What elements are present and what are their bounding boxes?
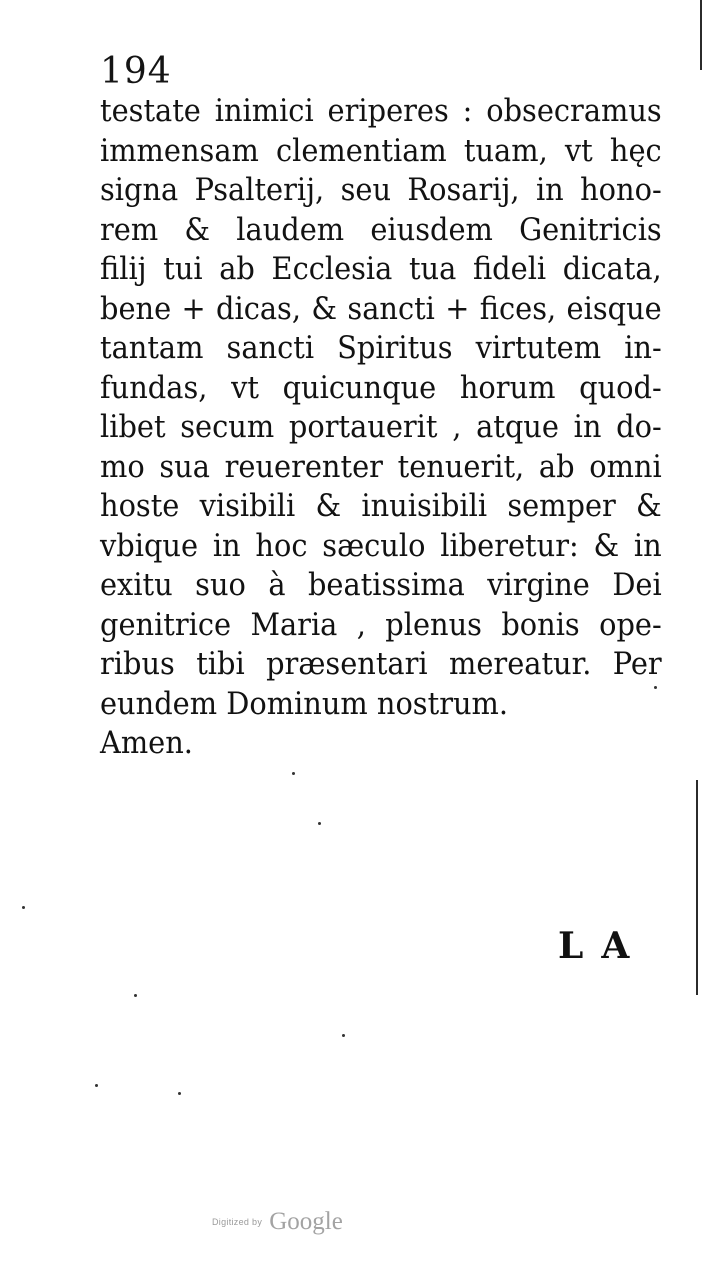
text-line: rem & laudem eiusdem Genitricis bbox=[100, 211, 662, 248]
text-line: tantam sancti Spiritus virtutem in- bbox=[100, 330, 662, 366]
ink-speck bbox=[134, 994, 137, 997]
ink-speck bbox=[178, 1092, 181, 1095]
text-line: bene + dicas, & sancti + fices, eisque bbox=[100, 290, 662, 327]
page-edge-mark-top bbox=[700, 0, 702, 70]
text-line: immensam clementiam tuam, vt hęc bbox=[100, 132, 662, 169]
ink-speck bbox=[95, 1084, 98, 1087]
text-line: hoste visibili & inuisibili semper & bbox=[100, 488, 662, 524]
text-line: fundas, vt quicunque horum quod- bbox=[100, 369, 662, 406]
ink-speck bbox=[318, 822, 321, 825]
digitized-by-label: Digitized by bbox=[212, 1217, 263, 1227]
text-line: signa Psalterij, seu Rosarij, in hono- bbox=[100, 172, 662, 208]
ink-speck bbox=[342, 1034, 345, 1037]
page-number: 194 bbox=[100, 51, 172, 92]
text-line: vbique in hoc sæculo liberetur: & in bbox=[100, 527, 662, 564]
text-line: libet secum portauerit , atque in do- bbox=[100, 409, 662, 445]
text-line: genitrice Maria , plenus bonis ope- bbox=[100, 606, 662, 643]
text-line: Amen. bbox=[100, 725, 193, 761]
catchword: LA bbox=[558, 925, 648, 967]
ink-speck bbox=[22, 906, 25, 909]
text-line: testate inimici eriperes : obsecramus bbox=[100, 93, 662, 129]
text-line: filij tui ab Ecclesia tua fideli dicata, bbox=[100, 251, 662, 287]
text-line: mo sua reuerenter tenuerit, ab omni bbox=[100, 448, 662, 485]
text-line: exitu suo à beatissima virgine Dei bbox=[100, 567, 662, 603]
page-edge-mark-middle bbox=[696, 780, 698, 995]
text-line: eundem Dominum nostrum. bbox=[100, 685, 509, 722]
google-wordmark: Google bbox=[269, 1208, 343, 1235]
text-line: ribus tibi præsentari mereatur. Per bbox=[100, 646, 662, 682]
body-text bbox=[100, 92, 660, 764]
digitized-by-watermark bbox=[212, 1208, 343, 1236]
ink-speck bbox=[292, 772, 295, 775]
